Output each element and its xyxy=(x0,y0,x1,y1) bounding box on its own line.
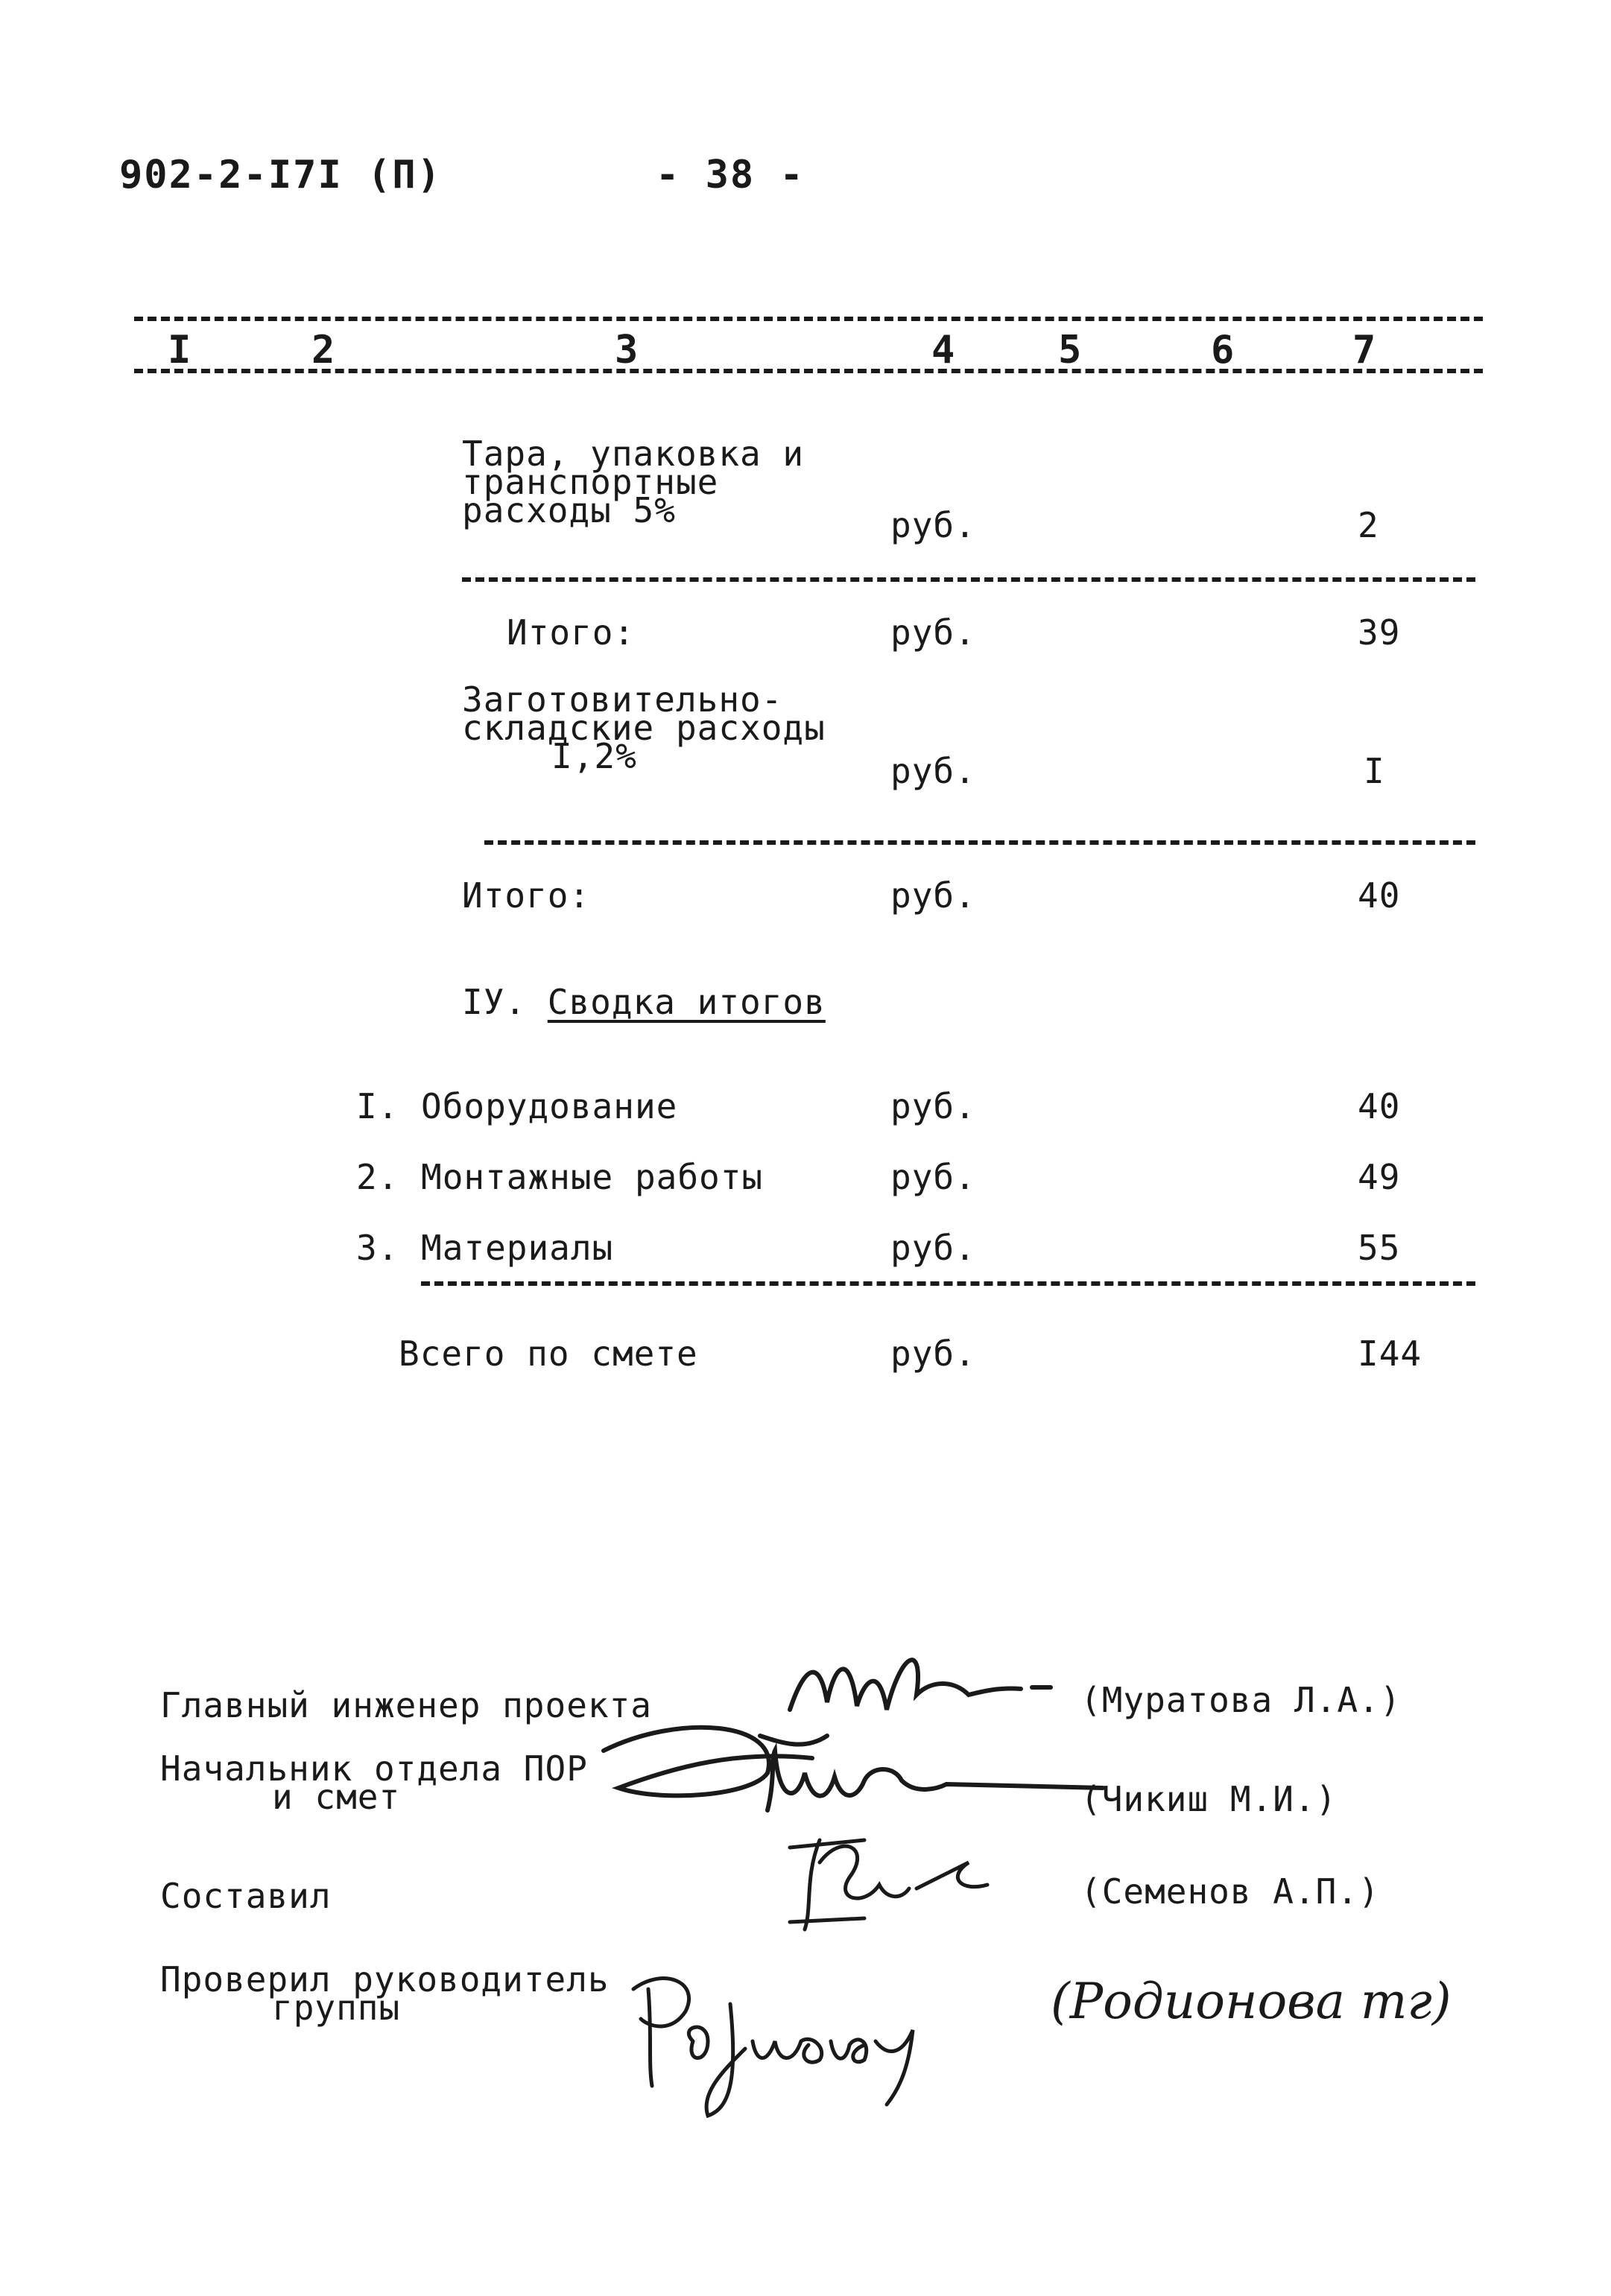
packaging-label-line2: транспортные xyxy=(462,462,719,502)
packaging-label xyxy=(462,434,805,530)
checked-by-role-line2: группы xyxy=(272,1988,401,2028)
subtotal-2-value: 40 xyxy=(1358,875,1401,916)
document-number: 902-2-I7I (П) xyxy=(119,153,442,197)
procurement-label-line3: I,2% xyxy=(551,736,637,776)
column-number-2: 2 xyxy=(311,328,337,372)
compiled-by-role: Составил xyxy=(160,1876,332,1916)
department-head-name: (Чикиш М.И.) xyxy=(1080,1779,1338,1819)
subtotal-1-unit: руб. xyxy=(890,612,976,653)
summary-item-2-number: 2. xyxy=(356,1157,399,1197)
summary-item-3-label: Материалы xyxy=(421,1228,614,1268)
column-number-7: 7 xyxy=(1352,328,1378,372)
column-number-3: 3 xyxy=(615,328,640,372)
packaging-unit: руб. xyxy=(890,505,976,545)
rule-after-packaging xyxy=(462,577,1475,582)
summary-item-2-value: 49 xyxy=(1358,1157,1401,1197)
summary-item-3-number: 3. xyxy=(356,1228,399,1268)
column-number-1: I xyxy=(168,328,193,372)
packaging-label-line1: Тара, упаковка и xyxy=(462,434,805,474)
summary-heading-number: IУ. xyxy=(462,982,527,1022)
procurement-label-line2: складские расходы xyxy=(462,708,826,748)
rule-after-procurement xyxy=(484,840,1475,845)
compiled-by-name: (Семенов А.П.) xyxy=(1080,1871,1380,1912)
grand-total-value: I44 xyxy=(1358,1333,1422,1374)
department-head-signature xyxy=(589,1706,1110,1836)
subtotal-2-unit: руб. xyxy=(890,875,976,916)
summary-item-2-unit: руб. xyxy=(890,1157,976,1197)
summary-item-3-unit: руб. xyxy=(890,1228,976,1268)
summary-item-2-label: Монтажные работы xyxy=(421,1157,764,1197)
packaging-label-line3: расходы 5% xyxy=(462,490,676,530)
summary-heading xyxy=(462,982,826,1022)
summary-item-3-value: 55 xyxy=(1358,1228,1401,1268)
chief-engineer-name: (Муратова Л.А.) xyxy=(1080,1680,1402,1720)
department-head-role-line2: и смет xyxy=(272,1777,401,1817)
department-head-role xyxy=(160,1748,588,1817)
subtotal-2-label: Итого: xyxy=(462,875,591,916)
procurement-label-line1: Заготовительно- xyxy=(462,679,783,720)
grand-total-unit: руб. xyxy=(890,1333,976,1374)
column-number-6: 6 xyxy=(1211,328,1236,372)
summary-item-1-number: I. xyxy=(356,1086,399,1126)
summary-heading-title: Сводка итогов xyxy=(547,982,826,1022)
checked-by-role xyxy=(160,1959,610,2028)
column-number-4: 4 xyxy=(931,328,957,372)
rule-before-total xyxy=(421,1281,1475,1286)
column-header-top-rule xyxy=(134,317,1483,321)
summary-item-1-value: 40 xyxy=(1358,1086,1401,1126)
page-number: - 38 - xyxy=(656,153,805,197)
subtotal-1-value: 39 xyxy=(1358,612,1401,653)
grand-total-label: Всего по смете xyxy=(399,1333,698,1374)
summary-item-1-label: Оборудование xyxy=(421,1086,678,1126)
compiled-by-signature xyxy=(775,1818,998,1940)
column-number-5: 5 xyxy=(1058,328,1083,372)
procurement-unit: руб. xyxy=(890,751,976,791)
procurement-value: I xyxy=(1364,751,1385,791)
column-header-bottom-rule xyxy=(134,369,1483,373)
checked-by-signature xyxy=(618,1959,939,2134)
procurement-label xyxy=(462,679,826,776)
packaging-value: 2 xyxy=(1358,505,1379,545)
checked-by-role-line1: Проверил руководитель xyxy=(160,1959,610,2000)
chief-engineer-role: Главный инженер проекта xyxy=(160,1685,652,1725)
summary-item-1-unit: руб. xyxy=(890,1086,976,1126)
subtotal-1-label: Итого: xyxy=(507,612,636,653)
department-head-role-line1: Начальник отдела ПОР xyxy=(160,1748,588,1789)
checked-by-name: (Родионова тг) xyxy=(1051,1973,1452,2030)
